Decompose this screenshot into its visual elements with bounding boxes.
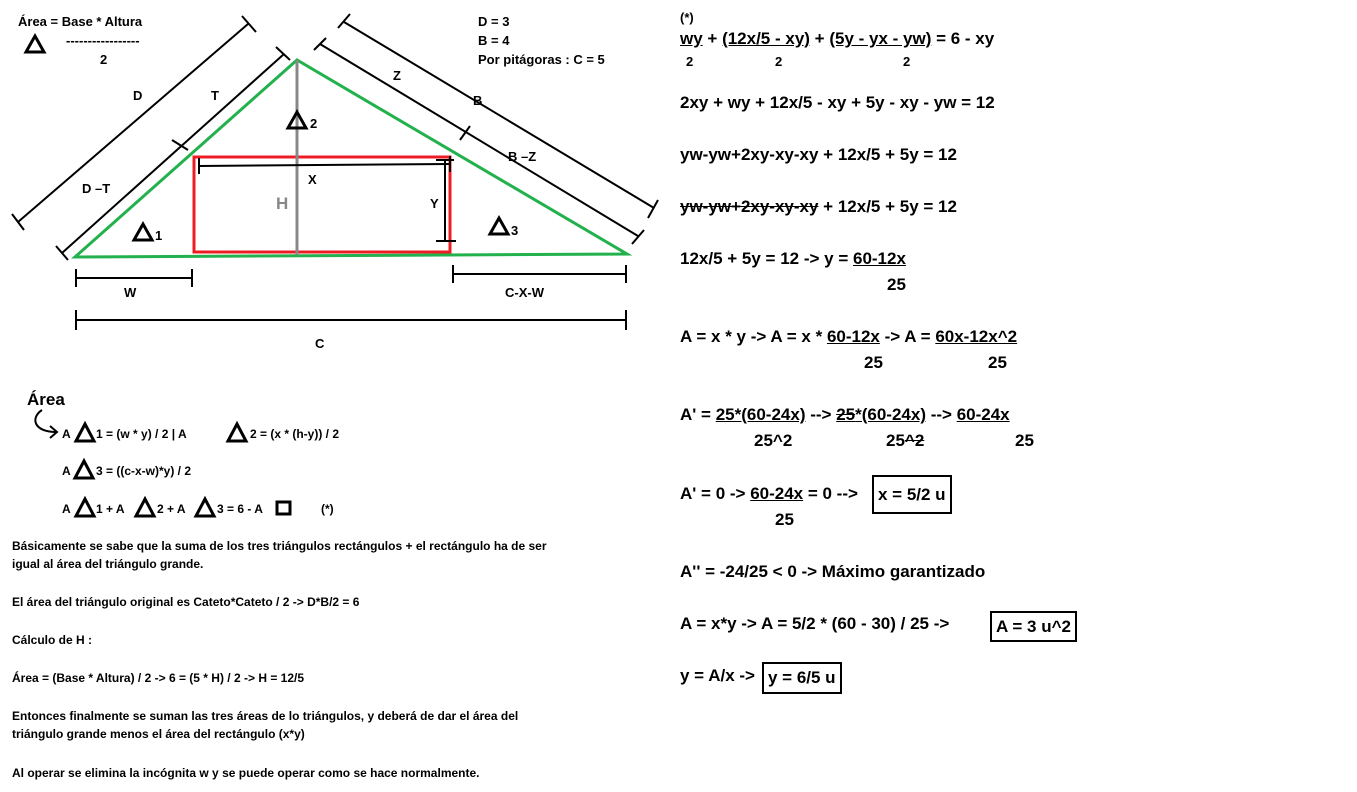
t-dimension [62,54,284,253]
d-dimension [18,24,248,222]
label-y: Y [430,196,439,211]
given-c: Por pitágoras : C = 5 [478,52,605,67]
eq4-rest: + 12x/5 + 5y = 12 [818,197,957,216]
x-dimension [199,164,450,166]
area-line1c: 2 = (x * (h-y)) / 2 [250,427,340,441]
given-b: B = 4 [478,33,510,48]
triangle-symbol-icon [76,424,94,441]
eq1-plus2: + [809,29,830,48]
area-line2b: 3 = ((c-x-w)*y) / 2 [96,464,192,478]
triangle-symbol-icon [136,499,154,516]
eq8-num: 60-24x [750,484,804,503]
eq7-den2-base: 25 [886,431,905,450]
area-line3d: 3 = 6 - A [217,502,263,516]
eq7-arrow1: --> [805,405,837,424]
label-b-minus-z: B –Z [508,149,537,164]
eq6-den2: 25 [988,353,1007,372]
eq1-rhs: = 6 - xy [931,29,995,48]
eq4-struck: yw-yw+2xy-xy-xy [680,197,819,216]
tri2-number: 2 [310,116,318,131]
eq7-den2 [886,433,924,449]
result-x-box: x = 5/2 u [872,475,952,514]
eq6-mid: -> A = [879,327,936,346]
explanation-p3: Cálculo de H : [12,633,93,647]
d-tick-top [242,16,256,32]
eq5-lhs: 12x/5 + 5y = 12 -> y = [680,249,853,268]
eq1-den2: 2 [775,54,783,69]
eq7-num2 [836,405,926,424]
explanation-p6: Al operar se elimina la incógnita w y se puede operar como se hace normalmente. [12,766,480,780]
area-line1b: 1 = (w * y) / 2 | A [96,427,187,441]
eq4 [680,199,957,215]
eq6-num1: 60-12x [826,327,880,346]
triangle-3-symbol-icon [490,218,508,234]
rectangle-symbol-icon [277,502,290,514]
d-tick-bottom [12,214,24,230]
eq2: 2xy + wy + 12x/5 - xy + 5y - xy - yw = 12 [680,93,995,112]
area-dots: ----------------- [66,33,140,48]
explanation-p4: Área = (Base * Altura) / 2 -> 6 = (5 * H) / 2 -> H = 12/5 [12,671,305,685]
eq1-term2: (12x/5 - xy) [722,29,810,48]
eq7-den2-exp: ^2 [904,431,925,450]
eq8-den: 25 [775,510,794,529]
area-line2a: A [62,464,71,478]
eq9: A'' = -24/25 < 0 -> Máximo garantizado [680,562,986,581]
triangle-symbol-icon [75,461,93,478]
eq6 [680,329,1017,345]
eq6-den1: 25 [864,353,883,372]
result-y-box: y = 6/5 u [762,662,842,694]
area-formula: Área = Base * Altura [18,14,143,29]
label-d: D [133,88,143,103]
eq1 [680,31,994,47]
triangle-symbol-icon [26,36,44,52]
z-tick-bottom [632,230,644,244]
label-x: X [308,172,317,187]
area-line3c: 2 + A [157,502,186,516]
triangle-symbol-icon [76,499,94,516]
z-tick-top [314,38,326,50]
given-d: D = 3 [478,14,510,29]
eq8 [680,486,858,502]
inscribed-rectangle [194,157,450,252]
eq10: A = x*y -> A = 5/2 * (60 - 30) / 25 -> [680,614,950,633]
eq7-lhs: A' = [680,405,716,424]
label-c: C [315,336,325,351]
result-area-box: A = 3 u^2 [990,611,1077,642]
label-h: H [276,194,289,213]
area-title: Área [27,390,65,409]
eq7 [680,407,1010,423]
label-w: W [124,285,137,300]
explanation-p5b: triángulo grande menos el área del rectángulo (x*y) [12,727,305,741]
explanation-p2: El área del triángulo original es Cateto*Cateto / 2 -> D*B/2 = 6 [12,595,360,609]
tri3-number: 3 [511,223,519,238]
triangle-symbol-icon [228,424,246,441]
eq7-num2-rest: *(60-24x) [855,405,926,424]
label-d-minus-t: D –T [82,181,111,196]
b-tick-bottom [648,200,658,218]
explanation-p1b: igual al área del triángulo grande. [12,557,204,571]
eq7-num3: 60-24x [956,405,1010,424]
eq1-den3: 2 [903,54,911,69]
eq11: y = A/x -> [680,666,755,685]
eq1-term3: (5y - yx - yw) [829,29,932,48]
eq5-num: 60-12x [852,249,906,268]
b-tick-top [338,14,350,28]
area-line3b: 1 + A [96,502,125,516]
eq6-num2: 60x-12x^2 [935,327,1018,346]
star-marker: (*) [680,10,694,25]
label-b: B [473,93,483,108]
area-line3a: A [62,502,71,516]
z-dimension [320,44,638,236]
eq1-term1: wy [680,29,703,48]
eq1-den1: 2 [686,54,694,69]
area-line3e: (*) [321,502,334,516]
triangle-symbol-icon [196,499,214,516]
eq7-arrow2: --> [925,405,957,424]
area-divisor: 2 [100,52,108,67]
explanation-p5a: Entonces finalmente se suman las tres áreas de lo triángulos, y deberá de dar el área del [12,709,519,723]
label-c-x-w: C-X-W [505,285,544,300]
eq5 [680,251,906,267]
triangle-1-symbol-icon [134,224,152,240]
eq7-den1: 25^2 [754,431,793,450]
eq7-num1: 25*(60-24x) [715,405,806,424]
area-line1a: A [62,427,71,441]
tri1-number: 1 [155,228,163,243]
eq8-lhs: A' = 0 -> [680,484,751,503]
eq5-den: 25 [887,275,906,294]
eq3: yw-yw+2xy-xy-xy + 12x/5 + 5y = 12 [680,145,957,164]
explanation-p1a: Básicamente se sabe que la suma de los tres triángulos rectángulos + el rectángulo ha de ser [12,539,547,553]
eq8-mid: = 0 --> [803,484,858,503]
eq7-num2-struck: 25 [836,405,856,424]
eq7-den3: 25 [1015,431,1034,450]
eq1-plus1: + [702,29,723,48]
eq6-lhs: A = x * y -> A = x * [680,327,827,346]
label-z: Z [393,68,401,83]
label-t: T [211,88,219,103]
